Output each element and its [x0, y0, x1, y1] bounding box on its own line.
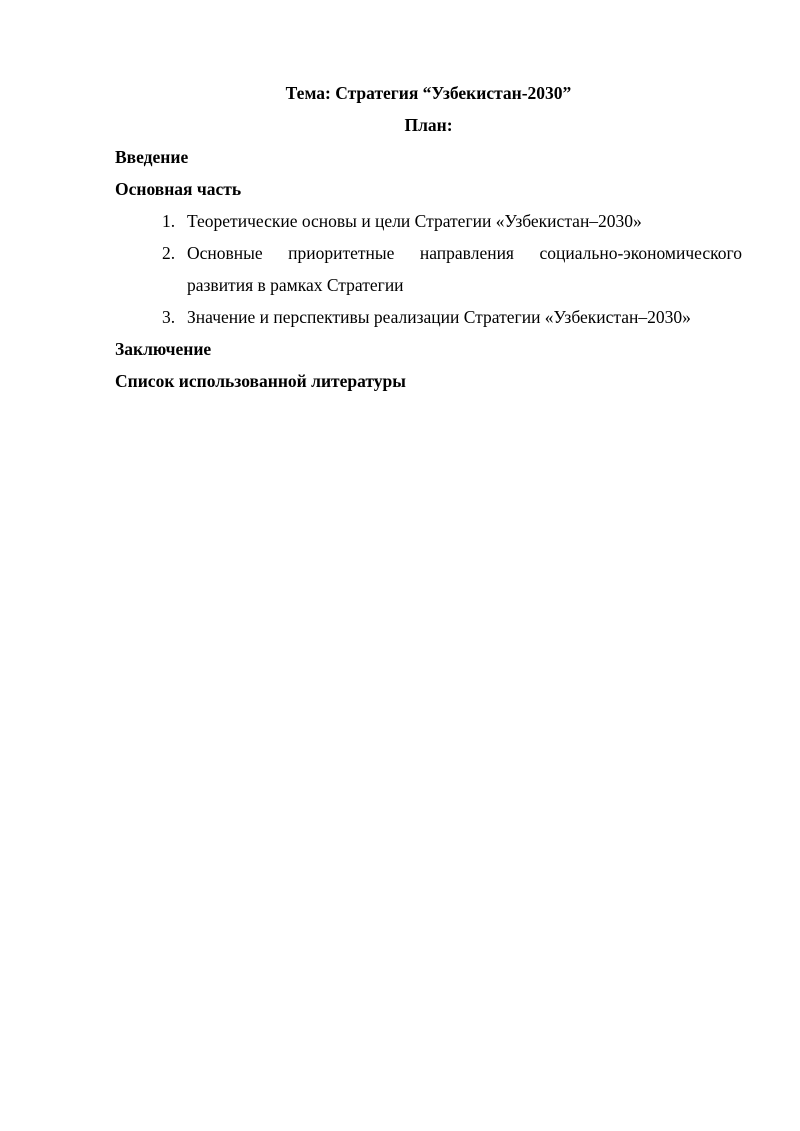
list-item-text: Теоретические основы и цели Стратегии «Узбекистан–2030» [187, 211, 642, 231]
document-title: Тема: Стратегия “Узбекистан-2030” [285, 83, 572, 103]
list-item-number: 2. [162, 243, 176, 263]
list-item [115, 237, 742, 301]
section-intro: Введение [115, 147, 189, 167]
list-item-text: Значение и перспективы реализации Стратегии «Узбекистан–2030» [187, 307, 691, 327]
plan-heading: План: [404, 115, 453, 135]
list-item [115, 205, 742, 237]
list-item-number: 3. [162, 307, 176, 327]
list-item-text-line-1: Основные приоритетные направления социально-экономического [187, 243, 742, 263]
list-item-number: 1. [162, 211, 176, 231]
section-main: Основная часть [115, 179, 242, 199]
document-content [115, 77, 742, 397]
list-item [115, 301, 742, 333]
section-references: Список использованной литературы [115, 371, 406, 391]
section-conclusion: Заключение [115, 339, 212, 359]
main-part-list [115, 205, 742, 333]
list-item-text-line-2: развития в рамках Стратегии [187, 275, 404, 295]
